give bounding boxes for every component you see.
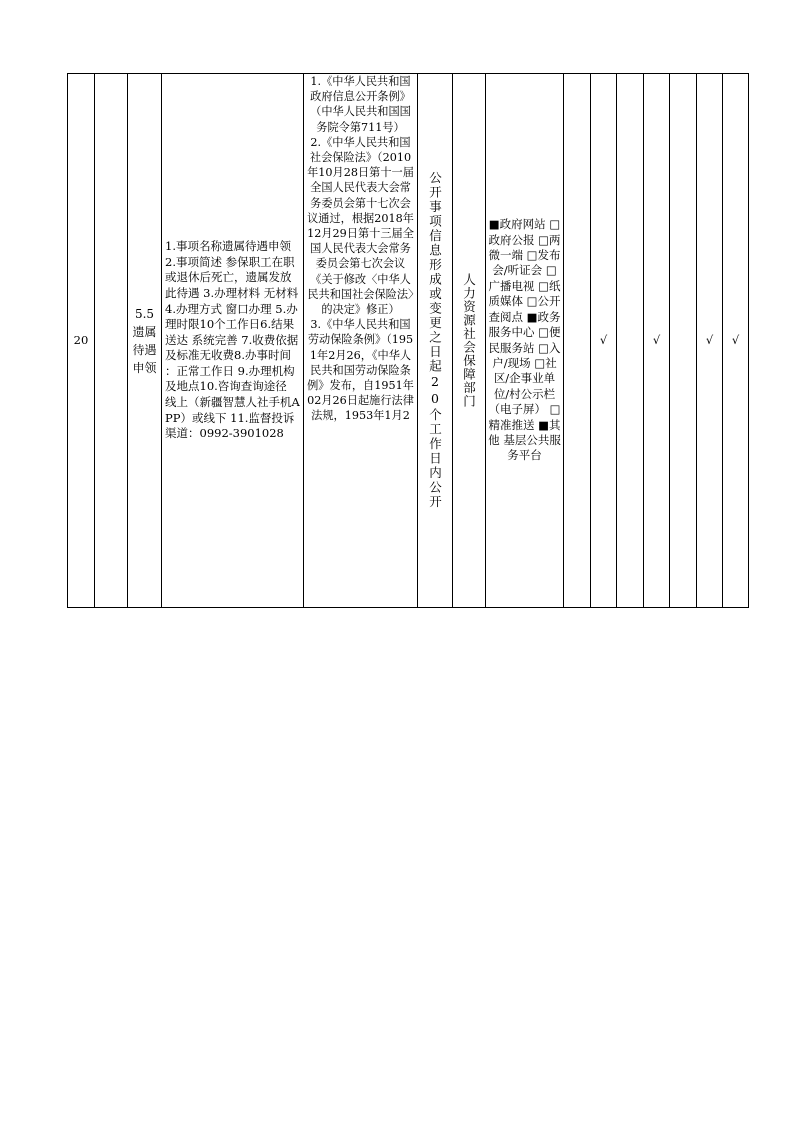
content-text: 1.事项名称遗属待遇申领 2.事项简述 参保职工在职或退休后死亡，遗属发放此待遇 3.办理材料 无材料4.办理方式 窗口办理 5.办理时限10个工作日6.结果送达 系统完善 7.收费依据及标准无收费8.办事时间 ：正常工作日 9.办理机构及地点10.咨询查询途径 线上（新疆智慧人社手机APP）或线下 11.监督投诉渠道：0992-3901028 bbox=[165, 239, 300, 441]
check-cell bbox=[644, 74, 670, 608]
department-cell bbox=[453, 74, 486, 608]
timing-cell bbox=[418, 74, 453, 608]
disclosure-table bbox=[67, 73, 749, 608]
check-cell bbox=[564, 74, 591, 608]
content-cell bbox=[162, 74, 304, 608]
check-cell bbox=[617, 74, 644, 608]
row-index-cell bbox=[68, 74, 95, 608]
check-mark: √ bbox=[731, 332, 740, 347]
table-row bbox=[68, 74, 749, 608]
basis-item: 2.《中华人民共和国社会保险法》（2010年10月28日第十一届全国人民代表大会常务委员会第十七次会议通过，根据2018年12月29日第十三届全国人民代表大会常务委员会第七次会议《关于修改〈中华人民共和国社会保险法〉的决定》修正） bbox=[307, 135, 414, 317]
check-cell bbox=[723, 74, 749, 608]
item-name: 5.5遗属待遇申领 bbox=[132, 306, 157, 375]
check-cell bbox=[670, 74, 697, 608]
check-mark: √ bbox=[652, 332, 661, 347]
basis-text bbox=[304, 74, 417, 607]
basis-item: 3.《中华人民共和国劳动保险条例》（1951年2月26，《中华人民共和国劳动保险条例》发布，自1951年02月26日起施行法律法规，1953年1月2 bbox=[307, 318, 414, 423]
item-name-cell bbox=[128, 74, 162, 608]
check-mark: √ bbox=[705, 332, 714, 347]
channels-text: ■政府网站 □政府公报 □两微一端 □发布会/听证会 □广播电视 □纸质媒体 □公开查阅点 ■政务服务中心 □便民服务站 □入户/现场 □社区/企事业单位/村公示栏（电子屏） □精准推送 ■其他 基层公共服务平台 bbox=[488, 217, 561, 463]
department-text: 人力资源社会保障部门 bbox=[461, 273, 477, 408]
basis-item: 1.《中华人民共和国政府信息公开条例》（中华人民共和国国务院令第711号） bbox=[310, 75, 411, 134]
timing-text: 公开事项信息形成或变更之日起20个工作日内公开 bbox=[427, 171, 443, 510]
channels-cell bbox=[486, 74, 564, 608]
row-index: 20 bbox=[73, 332, 89, 347]
check-cell bbox=[697, 74, 723, 608]
check-cell bbox=[591, 74, 617, 608]
check-mark: √ bbox=[599, 332, 608, 347]
basis-cell bbox=[304, 74, 418, 608]
blank-cell bbox=[95, 74, 128, 608]
